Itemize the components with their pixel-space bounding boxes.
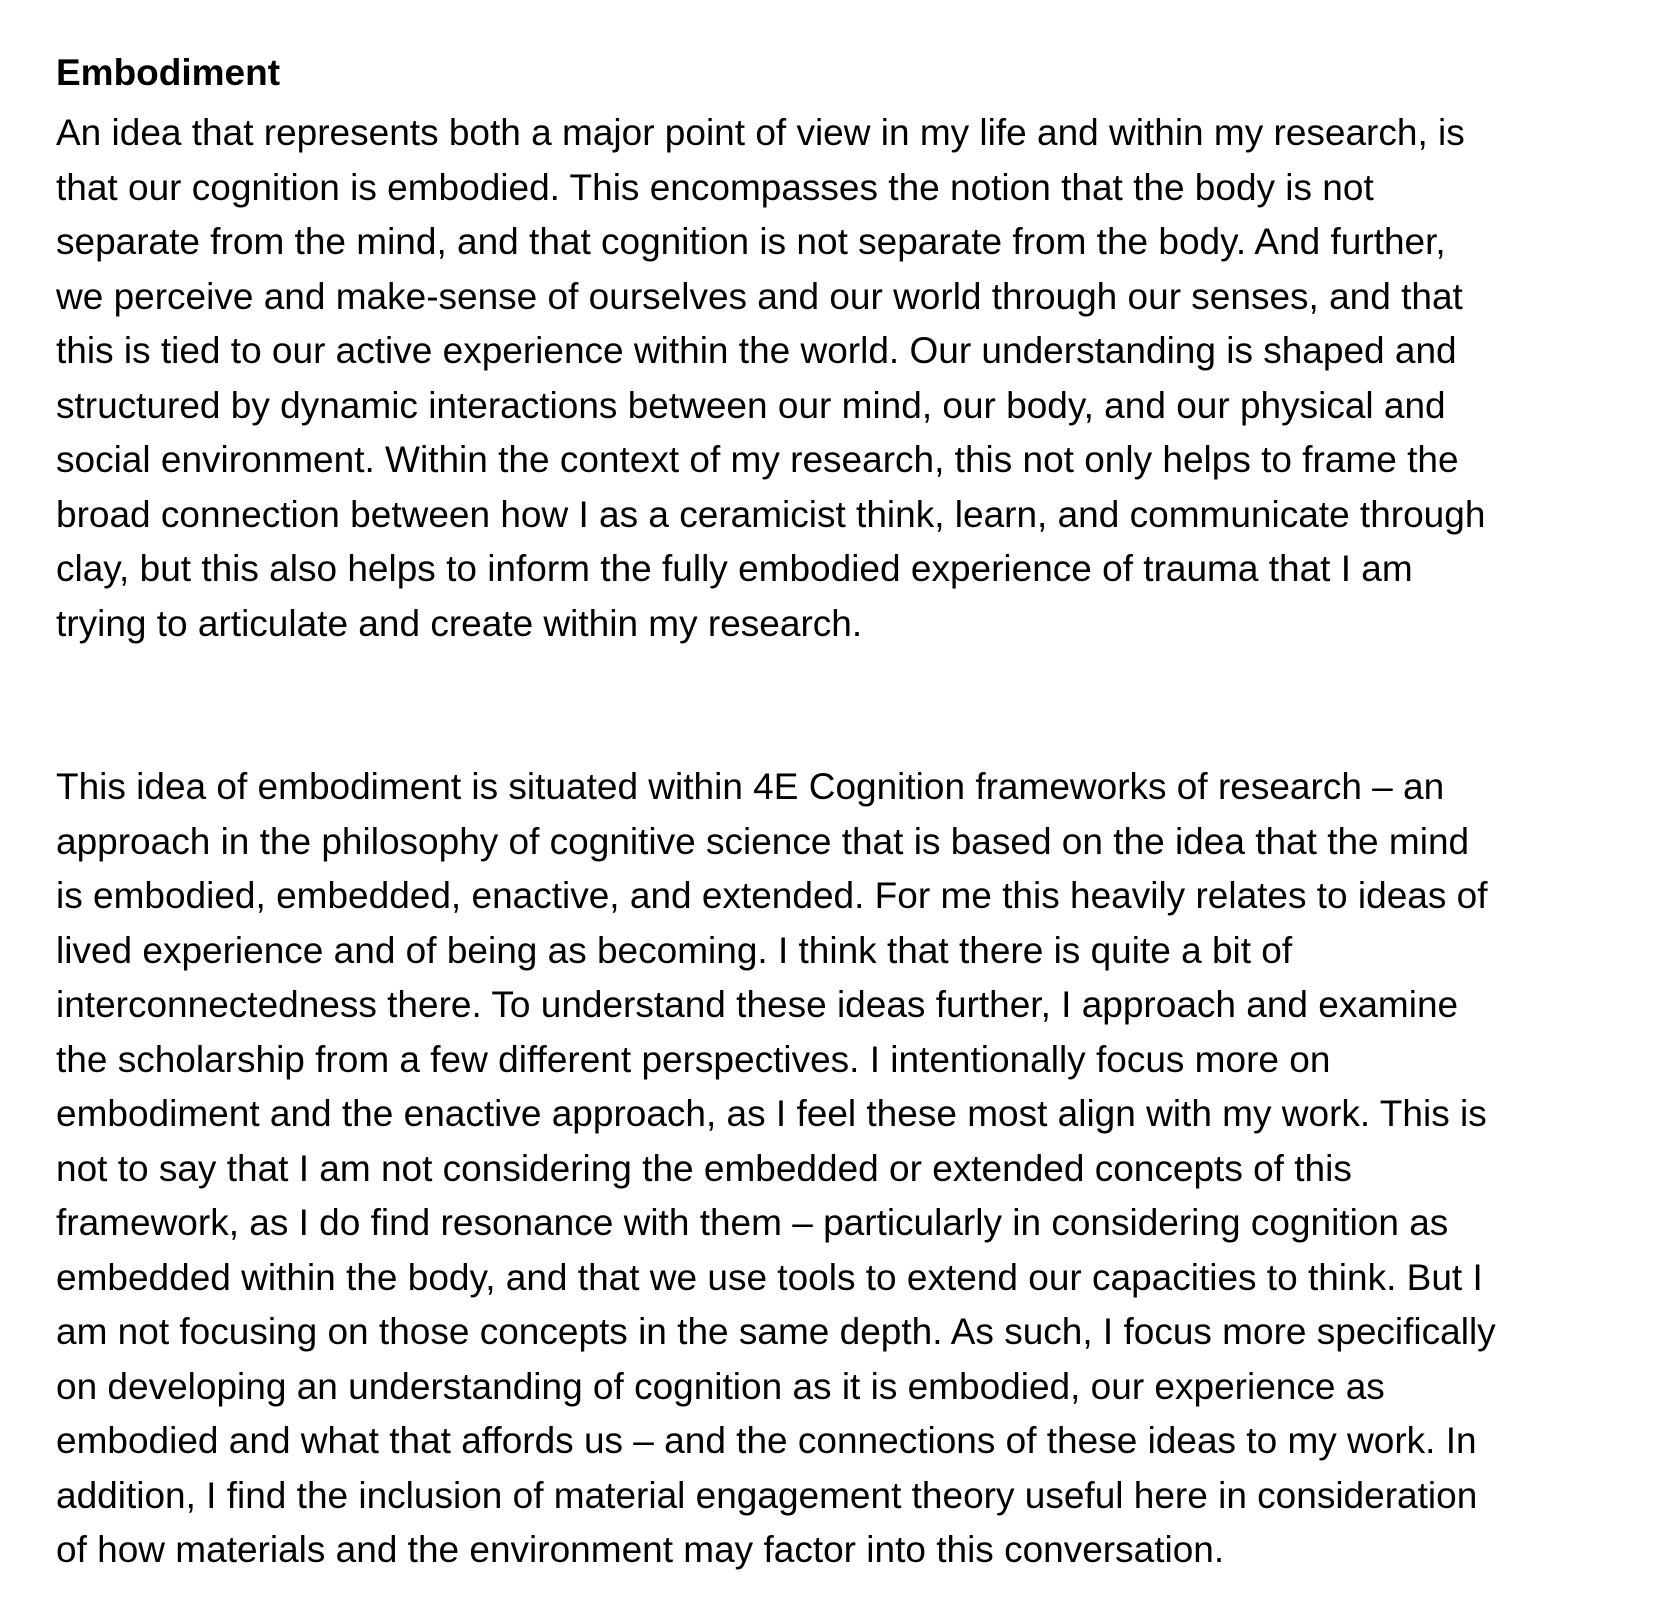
paragraph-2 [56,760,1656,1578]
text-line: approach in the philosophy of cognitive science that is based on the idea that the mind [56,820,1470,862]
text-line: An idea that represents both a major point of view in my life and within my research, is [56,112,1465,153]
text-line: embedded within the body, and that we use tools to extend our capacities to think. But I [56,1256,1483,1298]
text-line: lived experience and of being as becoming. I think that there is quite a bit of [56,929,1293,971]
text-line: of how materials and the environment may factor into this conversation. [56,1529,1225,1570]
text-line: interconnectedness there. To understand these ideas further, I approach and examine [56,984,1459,1025]
text-line: addition, I find the inclusion of material engagement theory useful here in consideration [56,1474,1478,1516]
section-heading: Embodiment [56,52,281,93]
text-line: that our cognition is embodied. This encompasses the notion that the body is not [56,166,1374,208]
text-line: on developing an understanding of cognition as it is embodied, our experience as [56,1365,1385,1407]
text-line: not to say that I am not considering the embedded or extended concepts of this [56,1147,1352,1189]
text-line: clay, but this also helps to inform the fully embodied experience of trauma that I am [56,548,1413,589]
text-line: framework, as I do find resonance with them – particularly in considering cognition as [56,1202,1449,1243]
text-line: separate from the mind, and that cognition is not separate from the body. And further, [56,221,1446,262]
paragraph-spacer [56,651,1656,760]
text-line: embodiment and the enactive approach, as I feel these most align with my work. This is [56,1093,1487,1134]
paragraph-1 [56,106,1656,651]
document-page [56,48,1656,1578]
text-line: this is tied to our active experience within the world. Our understanding is shaped and [56,330,1457,371]
text-line: the scholarship from a few different perspectives. I intentionally focus more on [56,1038,1331,1080]
text-line: structured by dynamic interactions between our mind, our body, and our physical and [56,384,1446,426]
text-line: This idea of embodiment is situated within 4E Cognition frameworks of research – an [56,766,1445,807]
text-line: social environment. Within the context of my research, this not only helps to frame the [56,439,1459,480]
text-line: trying to articulate and create within my research. [56,602,863,644]
text-line: is embodied, embedded, enactive, and extended. For me this heavily relates to ideas of [56,875,1488,916]
text-line: am not focusing on those concepts in the same depth. As such, I focus more specifically [56,1311,1496,1352]
text-line: we perceive and make-sense of ourselves and our world through our senses, and that [56,275,1463,317]
text-line: broad connection between how I as a ceramicist think, learn, and communicate through [56,493,1486,535]
text-line: embodied and what that affords us – and the connections of these ideas to my work. In [56,1420,1477,1461]
